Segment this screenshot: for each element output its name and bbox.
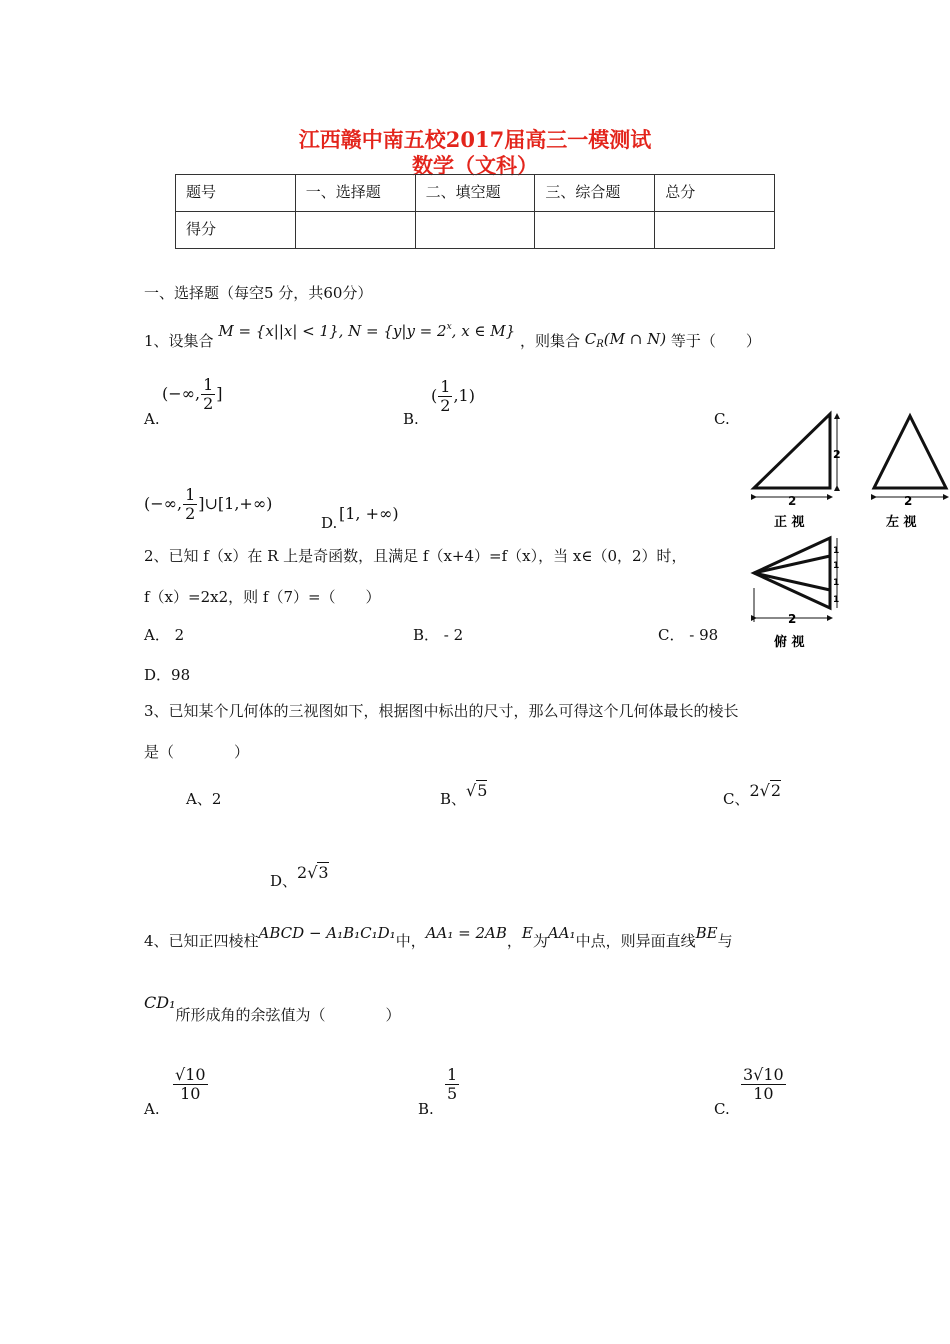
question-2-line2: f（x）=2x2，则 f（7）=（ ） [144, 588, 381, 606]
top-dim-part: 1 [833, 595, 840, 605]
front-view-label: 正 视 [774, 515, 805, 530]
score-table-header: 题号 [176, 175, 296, 212]
q3-option-d: D、2√3 [270, 863, 329, 890]
q3-option-c: C、2√2 [723, 781, 782, 808]
q1-option-d: [1, +∞) [339, 504, 399, 523]
q1-option-d-label: D. [321, 514, 338, 532]
score-table-header: 总分 [655, 175, 775, 212]
q1-set-expression: M = {x||x| < 1}, $N = \{y|y = 2^x$, x ∈ M} [218, 322, 516, 340]
section-heading: 一、选择题（每空5 分，共60分） [144, 284, 373, 302]
q1-suffix: 等于（ ） [670, 332, 761, 350]
question-2-line1: 2、已知 f（x）在 R 上是奇函数，且满足 f（x+4）=f（x），当 x∈（0，2）时， [144, 547, 687, 565]
q1-option-a-label: A. [144, 410, 160, 428]
question-1-stem [144, 322, 761, 352]
score-table [175, 174, 775, 249]
q2-option-c: C． - 98 [658, 626, 719, 644]
top-view [754, 538, 839, 650]
side-view [874, 416, 946, 530]
question-3-line1: 3、已知某个几何体的三视图如下，根据图中标出的尺寸，那么可得这个几何体最长的棱长 [144, 702, 739, 720]
q3-option-a: A、2 [186, 790, 222, 808]
front-view [754, 414, 841, 530]
score-table-header: 三、综合题 [535, 175, 655, 212]
front-width-dim: 2 [788, 494, 797, 508]
score-cell [655, 212, 775, 249]
score-cell [415, 212, 535, 249]
score-row-label: 得分 [176, 212, 296, 249]
three-view-figure [744, 408, 950, 653]
score-table-header: 二、填空题 [415, 175, 535, 212]
q2-option-b: B． - 2 [413, 626, 464, 644]
top-dim-part: 1 [833, 561, 840, 571]
q4-option-c-label: C. [714, 1100, 730, 1118]
q1-option-b: ( $\frac{1}{2}$ ,1) [431, 377, 475, 415]
q1-middle: ，则集合 [519, 332, 580, 350]
q2-option-a: A． 2 [144, 626, 185, 644]
q4-option-a: $\frac{√10}{10}$ [175, 1065, 206, 1103]
score-cell [295, 212, 415, 249]
score-cell [535, 212, 655, 249]
top-dim-part: 1 [833, 578, 840, 588]
q2-option-d: D．98 [144, 666, 191, 684]
q1-complement: $C_R(M$ ∩ N) [584, 330, 667, 350]
q3-option-b: B、√5 [440, 781, 488, 808]
q1-option-a: (−∞, $\frac{1}{2}$ ] [162, 375, 223, 413]
question-4-line1: 4、已知正四棱柱ABCD − A₁B₁C₁D₁中，AA₁ = 2AB，E为AA₁中点，则异面直线BE与 [144, 924, 733, 950]
q4-option-b: $\frac{1}{5}$ [447, 1065, 458, 1103]
q1-option-c: (−∞, $\frac{1}{2}$ ]∪[1,+∞) [144, 485, 273, 523]
question-3-line2: 是（ ） [144, 743, 250, 761]
q1-option-b-label: B. [403, 410, 419, 428]
side-view-label: 左 视 [886, 515, 917, 530]
q4-option-b-label: B. [418, 1100, 434, 1118]
exam-subtitle: 数学（文科） [412, 153, 538, 178]
front-height-dim: 2 [833, 448, 841, 461]
top-width-dim: 2 [788, 612, 797, 626]
exam-title: 江西赣中南五校2017届高三一模测试 [298, 127, 652, 152]
q4-option-c: $\frac{3√10}{10}$ [743, 1065, 784, 1103]
score-table-header-row [176, 175, 775, 212]
q4-option-a-label: A. [144, 1100, 160, 1118]
side-width-dim: 2 [904, 494, 913, 508]
q1-prefix: 1、设集合 [144, 332, 214, 350]
score-table-score-row [176, 212, 775, 249]
q1-option-c-label: C. [714, 410, 730, 428]
top-view-label: 俯 视 [774, 635, 805, 650]
question-4-line2: CD₁所形成角的余弦值为（ ） [144, 993, 401, 1024]
score-table-header: 一、选择题 [295, 175, 415, 212]
top-dim-part: 1 [833, 546, 840, 556]
